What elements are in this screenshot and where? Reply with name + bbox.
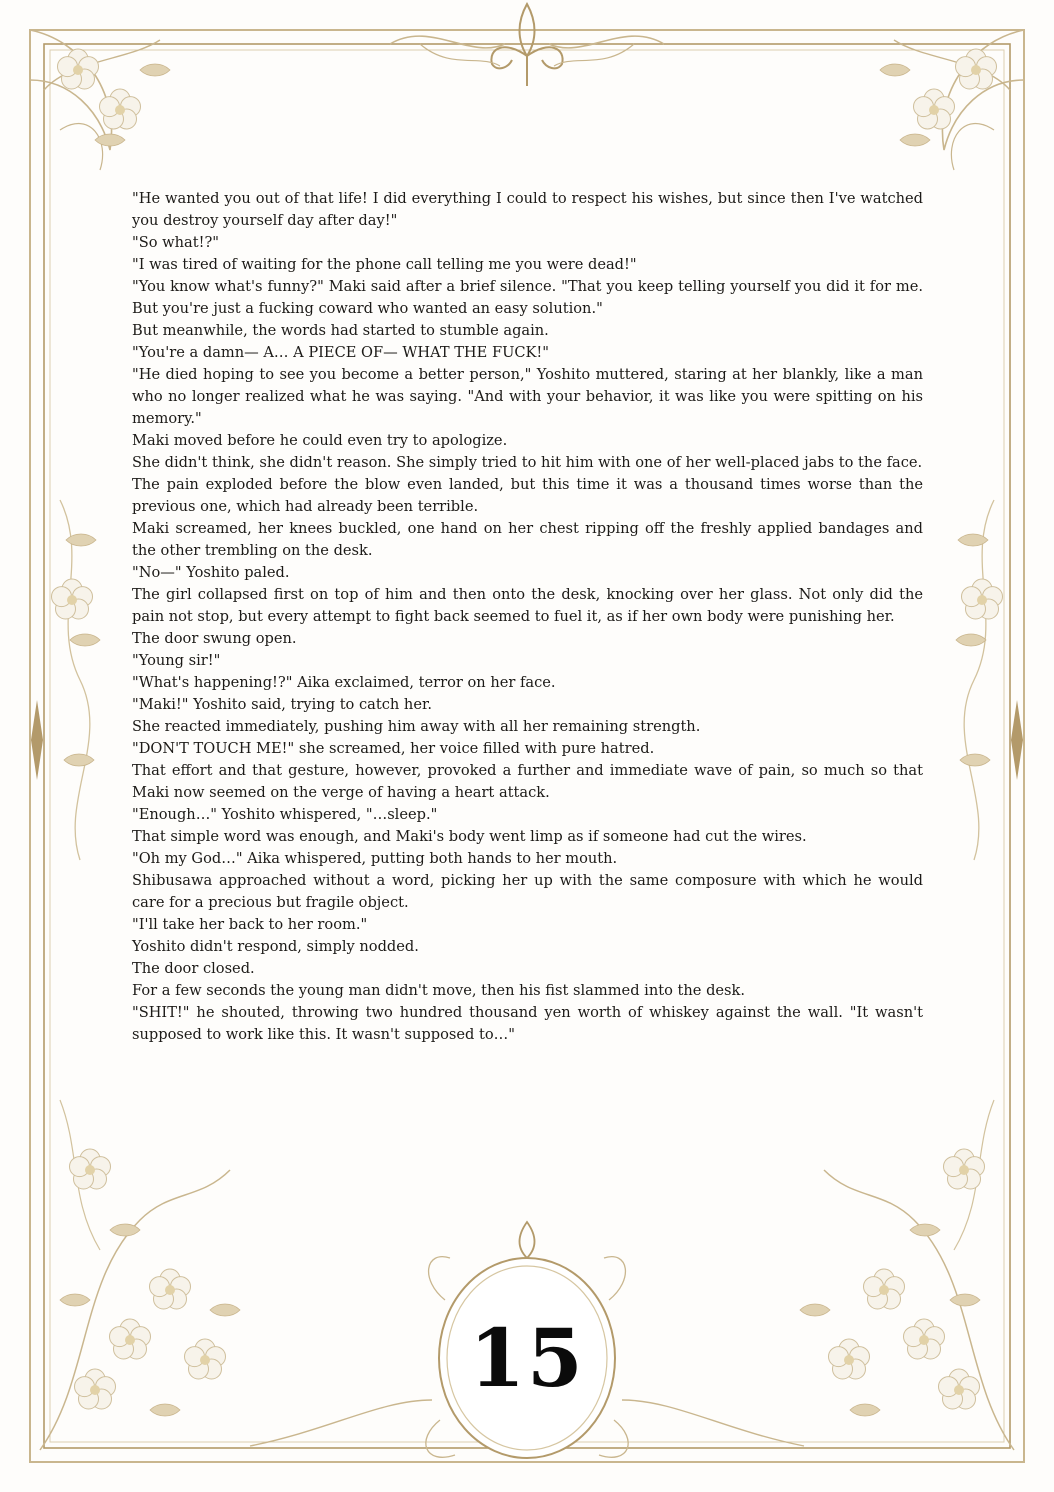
paragraph: "You're a damn— A… A PIECE OF— WHAT THE FUCK!" — [132, 344, 550, 361]
paragraph: For a few seconds the young man didn't move, then his fist slammed into the desk. — [132, 982, 746, 999]
floral-corner-icon — [30, 30, 1024, 170]
paragraph: Maki screamed, her knees buckled, one hand on her chest ripping off the freshly applied bandages and the other trembling on the desk. — [132, 520, 923, 559]
paragraph: The door swung open. — [132, 630, 297, 647]
story-text — [132, 188, 923, 1046]
paragraph: But meanwhile, the words had started to stumble again. — [132, 322, 549, 339]
paragraph: "Maki!" Yoshito said, trying to catch her. — [132, 696, 432, 713]
paragraph: "SHIT!" he shouted, throwing two hundred thousand yen worth of whiskey against the wall. "It wasn't supposed to work like this. It wasn't supposed to…" — [132, 1004, 923, 1043]
paragraph: The door closed. — [132, 960, 255, 977]
paragraph: "Oh my God…" Aika whispered, putting both hands to her mouth. — [132, 850, 618, 867]
paragraph: "No—" Yoshito paled. — [132, 564, 290, 581]
paragraph: Shibusawa approached without a word, picking her up with the same composure with which he would care for a precious but fragile object. — [132, 872, 923, 911]
paragraph: "Young sir!" — [132, 652, 221, 669]
paragraph: That effort and that gesture, however, provoked a further and immediate wave of pain, so much so that Maki now seemed on the verge of having a heart attack. — [132, 762, 923, 801]
paragraph: The girl collapsed first on top of him and then onto the desk, knocking over her glass. Not only did the pain not stop, but every attempt to fight back seemed to fuel it, as if her own body were punishing her. — [132, 586, 923, 625]
paragraph: She reacted immediately, pushing him away with all her remaining strength. — [132, 718, 701, 735]
page-number: 15 — [469, 1311, 585, 1405]
paragraph: Maki moved before he could even try to apologize. — [132, 432, 508, 449]
paragraph: "DON'T TOUCH ME!" she screamed, her voice filled with pure hatred. — [132, 740, 655, 757]
paragraph: That simple word was enough, and Maki's body went limp as if someone had cut the wires. — [132, 828, 807, 845]
paragraph: "Enough…" Yoshito whispered, "…sleep." — [132, 806, 438, 823]
paragraph: The pain exploded before the blow even landed, but this time it was a thousand times worse than the previous one, which had already been terrible. — [132, 476, 923, 515]
paragraph: "He died hoping to see you become a better person," Yoshito muttered, staring at her blankly, like a man who no longer realized what he was saying. "And with your behavior, it was like you were spitting on his memory." — [132, 366, 923, 427]
paragraph: "So what!?" — [132, 234, 219, 251]
paragraph: "What's happening!?" Aika exclaimed, terror on her face. — [132, 674, 556, 691]
fleur-de-lis-icon — [390, 4, 664, 86]
paragraph: "You know what's funny?" Maki said after a brief silence. "That you keep telling yourself you did it for me. But you're just a fucking coward who wanted an easy solution." — [132, 278, 923, 317]
paragraph: "He wanted you out of that life! I did everything I could to respect his wishes, but since then I've watched you destroy yourself day after day!" — [132, 190, 923, 229]
paragraph: "I'll take her back to her room." — [132, 916, 368, 933]
paragraph: She didn't think, she didn't reason. She simply tried to hit him with one of her well-placed jabs to the face. — [132, 454, 923, 471]
paragraph: Yoshito didn't respond, simply nodded. — [132, 938, 419, 955]
paragraph: "I was tired of waiting for the phone call telling me you were dead!" — [132, 256, 637, 273]
